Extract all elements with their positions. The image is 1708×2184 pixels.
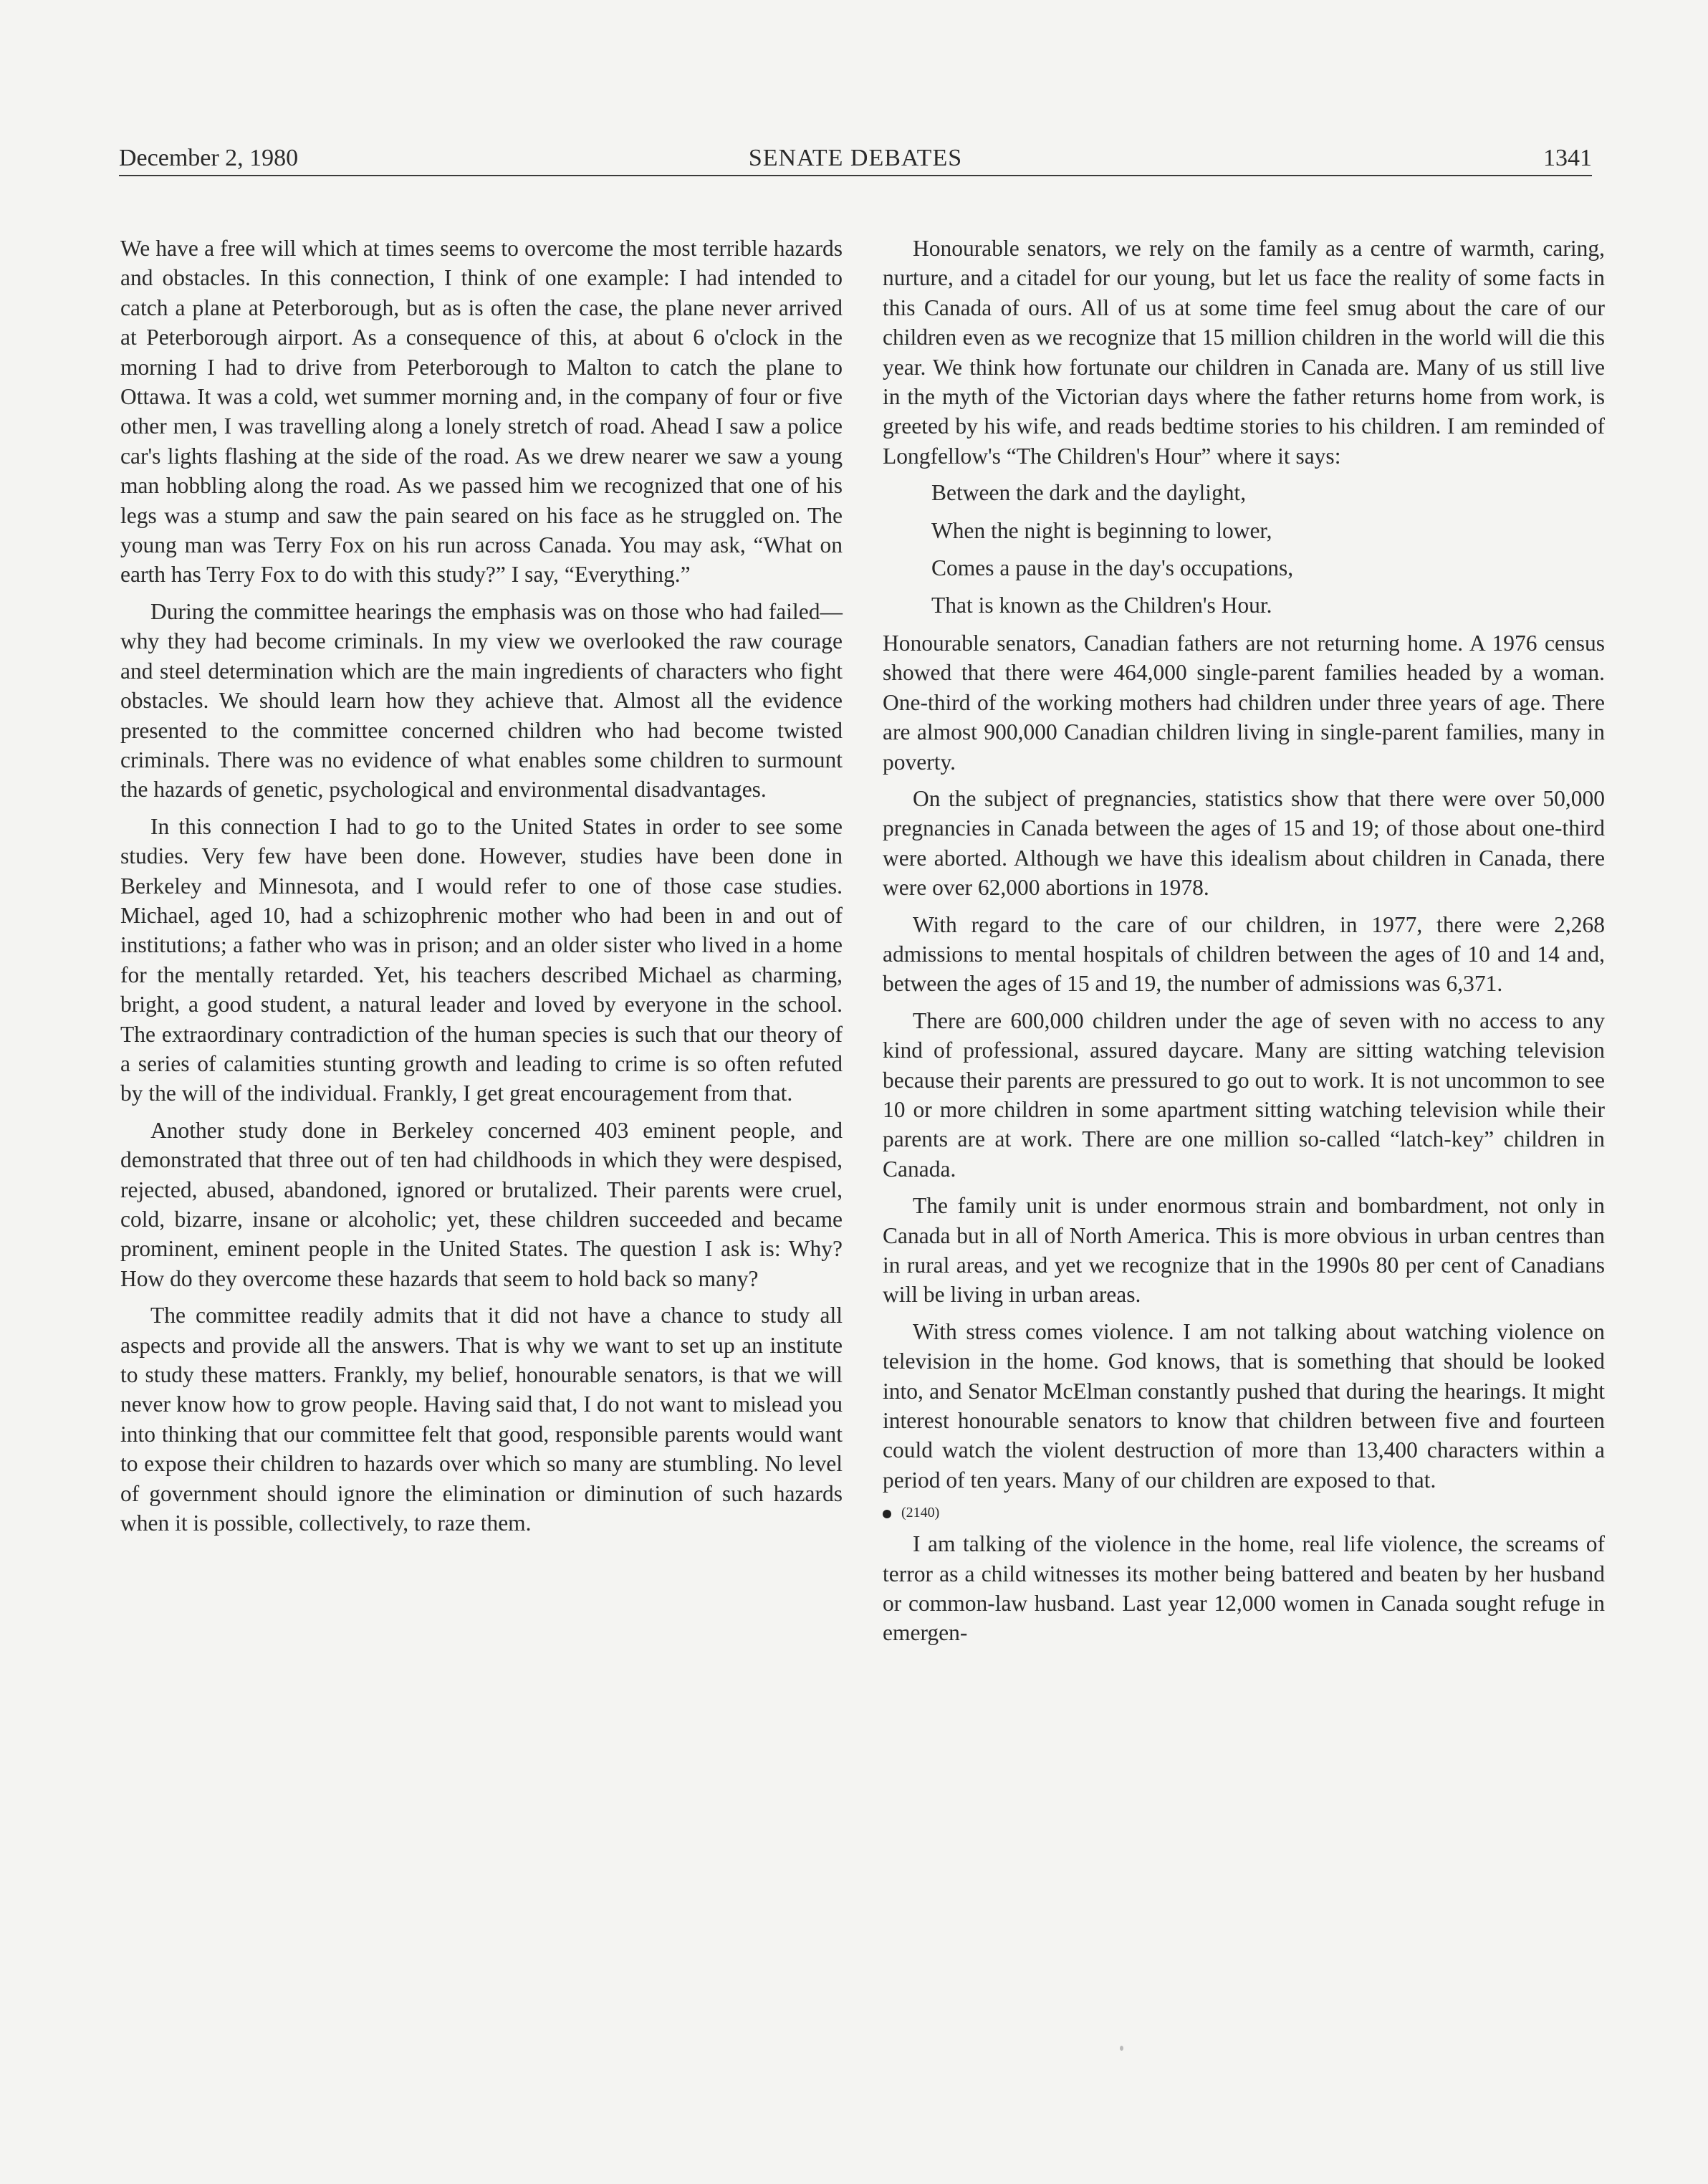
paragraph: With regard to the care of our children, in 1977, there were 2,268 admissions to mental hospitals of children between the ages of 10 and 14 and, between the ages of 15 and 19, the number of admissions was 6,371.: [883, 911, 1605, 997]
paragraph: Honourable senators, we rely on the family as a centre of warmth, caring, nurture, and a citadel for our young, but let us face the reality of some facts in this Canada of ours. All of us at some time feel smug about the care of our children even as we recognize that 15 million children in the world will die this year. We think how fortunate our children in Canada are. Many of us still live in the myth of the Victorian days where the father returns home from work, is greeted by his wife, and reads bedtime stories to his children. I am reminded of Longfellow's “The Children's Hour” where it says:: [883, 236, 1605, 469]
paragraph: The committee readily admits that it did not have a chance to study all aspects and provide all the answers. That is why we want to set up an institute to study these matters. Frankly, my belief, honourable senators, is that we will never know how to grow people. Having said that, I do not want to mislead you into thinking that our committee felt that good, responsible parents would want to expose their children to hazards over which so many are stumbling. No level of government should ignore the elimination or diminution of such hazards when it is possible, collectively, to raze them.: [120, 1303, 843, 1536]
paragraph: With stress comes violence. I am not talking about watching violence on television in the home. God knows, that is something that should be looked into, and Senator McElman constantly pushed that during the hearings. It might interest honourable senators to know that children between five and fourteen could watch the violent destruction of more than 13,400 characters within a period of ten years. Many of our children are exposed to that.: [883, 1318, 1605, 1493]
right-column: [883, 234, 1605, 1655]
paragraph: The family unit is under enormous strain and bombardment, not only in Canada but in all of North America. This is more obvious in urban centres than in rural areas, and yet we recognize that in the 1990s 80 per cent of Canadians will be living in urban areas.: [883, 1193, 1605, 1308]
header-title: SENATE DEBATES: [748, 145, 963, 171]
header-date: December 2, 1980: [119, 145, 299, 171]
paragraph: I am talking of the violence in the home, real life violence, the screams of terror as a child witnesses its mother being battered and beaten by her husband or common-law husband. Last year 12,000 women in Canada sought refuge in emergen-: [883, 1531, 1605, 1646]
paragraph: There are 600,000 children under the age of seven with no access to any kind of professional, assured daycare. Many are sitting watching television because their parents are pressured to go out to work. It is not uncommon to see 10 or more children in some apartment sitting watching television while their parents are at work. There are one million so-called “latch-key” children in Canada.: [883, 1007, 1605, 1182]
time-marker-text: (2140): [901, 1505, 940, 1521]
paragraph: During the committee hearings the emphasis was on those who had failed—why they had become criminals. In my view we overlooked the raw courage and steel determination which are the main ingredients of characters who fight obstacles. We should learn how they achieve that. Almost all the evidence presented to the committee concerned children who had become twisted criminals. There was no evidence of what enables some children to surmount the hazards of genetic, psychological and environmental disadvantages.: [120, 598, 843, 803]
poem-line: When the night is beginning to lower,: [931, 517, 1272, 543]
paragraph: In this connection I had to go to the United States in order to see some studies. Very few have been done. However, studies have been done in Berkeley and Minnesota, and I would refer to one of those case studies. Michael, aged 10, had a schizophrenic mother who had been in and out of institutions; a father who was in prison; and an older sister who lived in a home for the mentally retarded. Yet, his teachers described Michael as charming, bright, a good student, a natural leader and loved by everyone in the school. The extraordinary contradiction of the human species is such that our theory of a series of calamities stunting growth and leading to crime is so often refuted by the will of the individual. Frankly, I get great encouragement from that.: [120, 813, 843, 1106]
paper-speck: [1120, 2046, 1123, 2051]
paragraph: On the subject of pregnancies, statistics show that there were over 50,000 pregnancies in Canada between the ages of 15 and 19; of those about one-third were aborted. Although we have this idealism about children in Canada, there were over 62,000 abortions in 1978.: [883, 785, 1605, 901]
poem-line: That is known as the Children's Hour.: [931, 593, 1272, 618]
bullet-icon: [883, 1510, 891, 1518]
poem-quote: [931, 478, 1605, 621]
left-column: [120, 234, 843, 1545]
poem-line: Comes a pause in the day's occupations,: [931, 555, 1294, 581]
page-header: [119, 142, 1592, 175]
header-page-number: 1341: [1543, 145, 1592, 171]
paragraph: We have a free will which at times seems to overcome the most terrible hazards and obstacles. In this connection, I think of one example: I had intended to catch a plane at Peterborough, but as is often the case, the plane never arrived at Peterborough airport. As a consequence of this, at about 6 o'clock in the morning I had to drive from Peterborough to Malton to catch the plane to Ottawa. It was a cold, wet summer morning and, in the company of four or five other men, I was travelling along a lonely stretch of road. Ahead I saw a police car's lights flashing at the side of the road. As we drew nearer we saw a young man hobbling along the road. As we passed him we recognized that one of his legs was a stump and saw the pain seared on his face as he struggled on. The young man was Terry Fox on his run across Canada. You may ask, “What on earth has Terry Fox to do with this study?” I say, “Everything.”: [120, 236, 843, 588]
paragraph: Honourable senators, Canadian fathers are not returning home. A 1976 census showed that there were 464,000 single-parent families headed by a woman. One-third of the working mothers had children under three years of age. There are almost 900,000 Canadian children living in single-parent families, many in poverty.: [883, 630, 1605, 775]
header-rule: [119, 175, 1592, 176]
poem-line: Between the dark and the daylight,: [931, 480, 1247, 506]
time-marker: [883, 1502, 1605, 1523]
paragraph: Another study done in Berkeley concerned 403 eminent people, and demonstrated that three out of ten had childhoods in which they were despised, rejected, abused, abandoned, ignored or brutalized. Their parents were cruel, cold, bizarre, insane or alcoholic; yet, these children succeeded and became prominent, eminent people in the United States. The question I ask is: Why? How do they overcome these hazards that seem to hold back so many?: [120, 1117, 843, 1291]
